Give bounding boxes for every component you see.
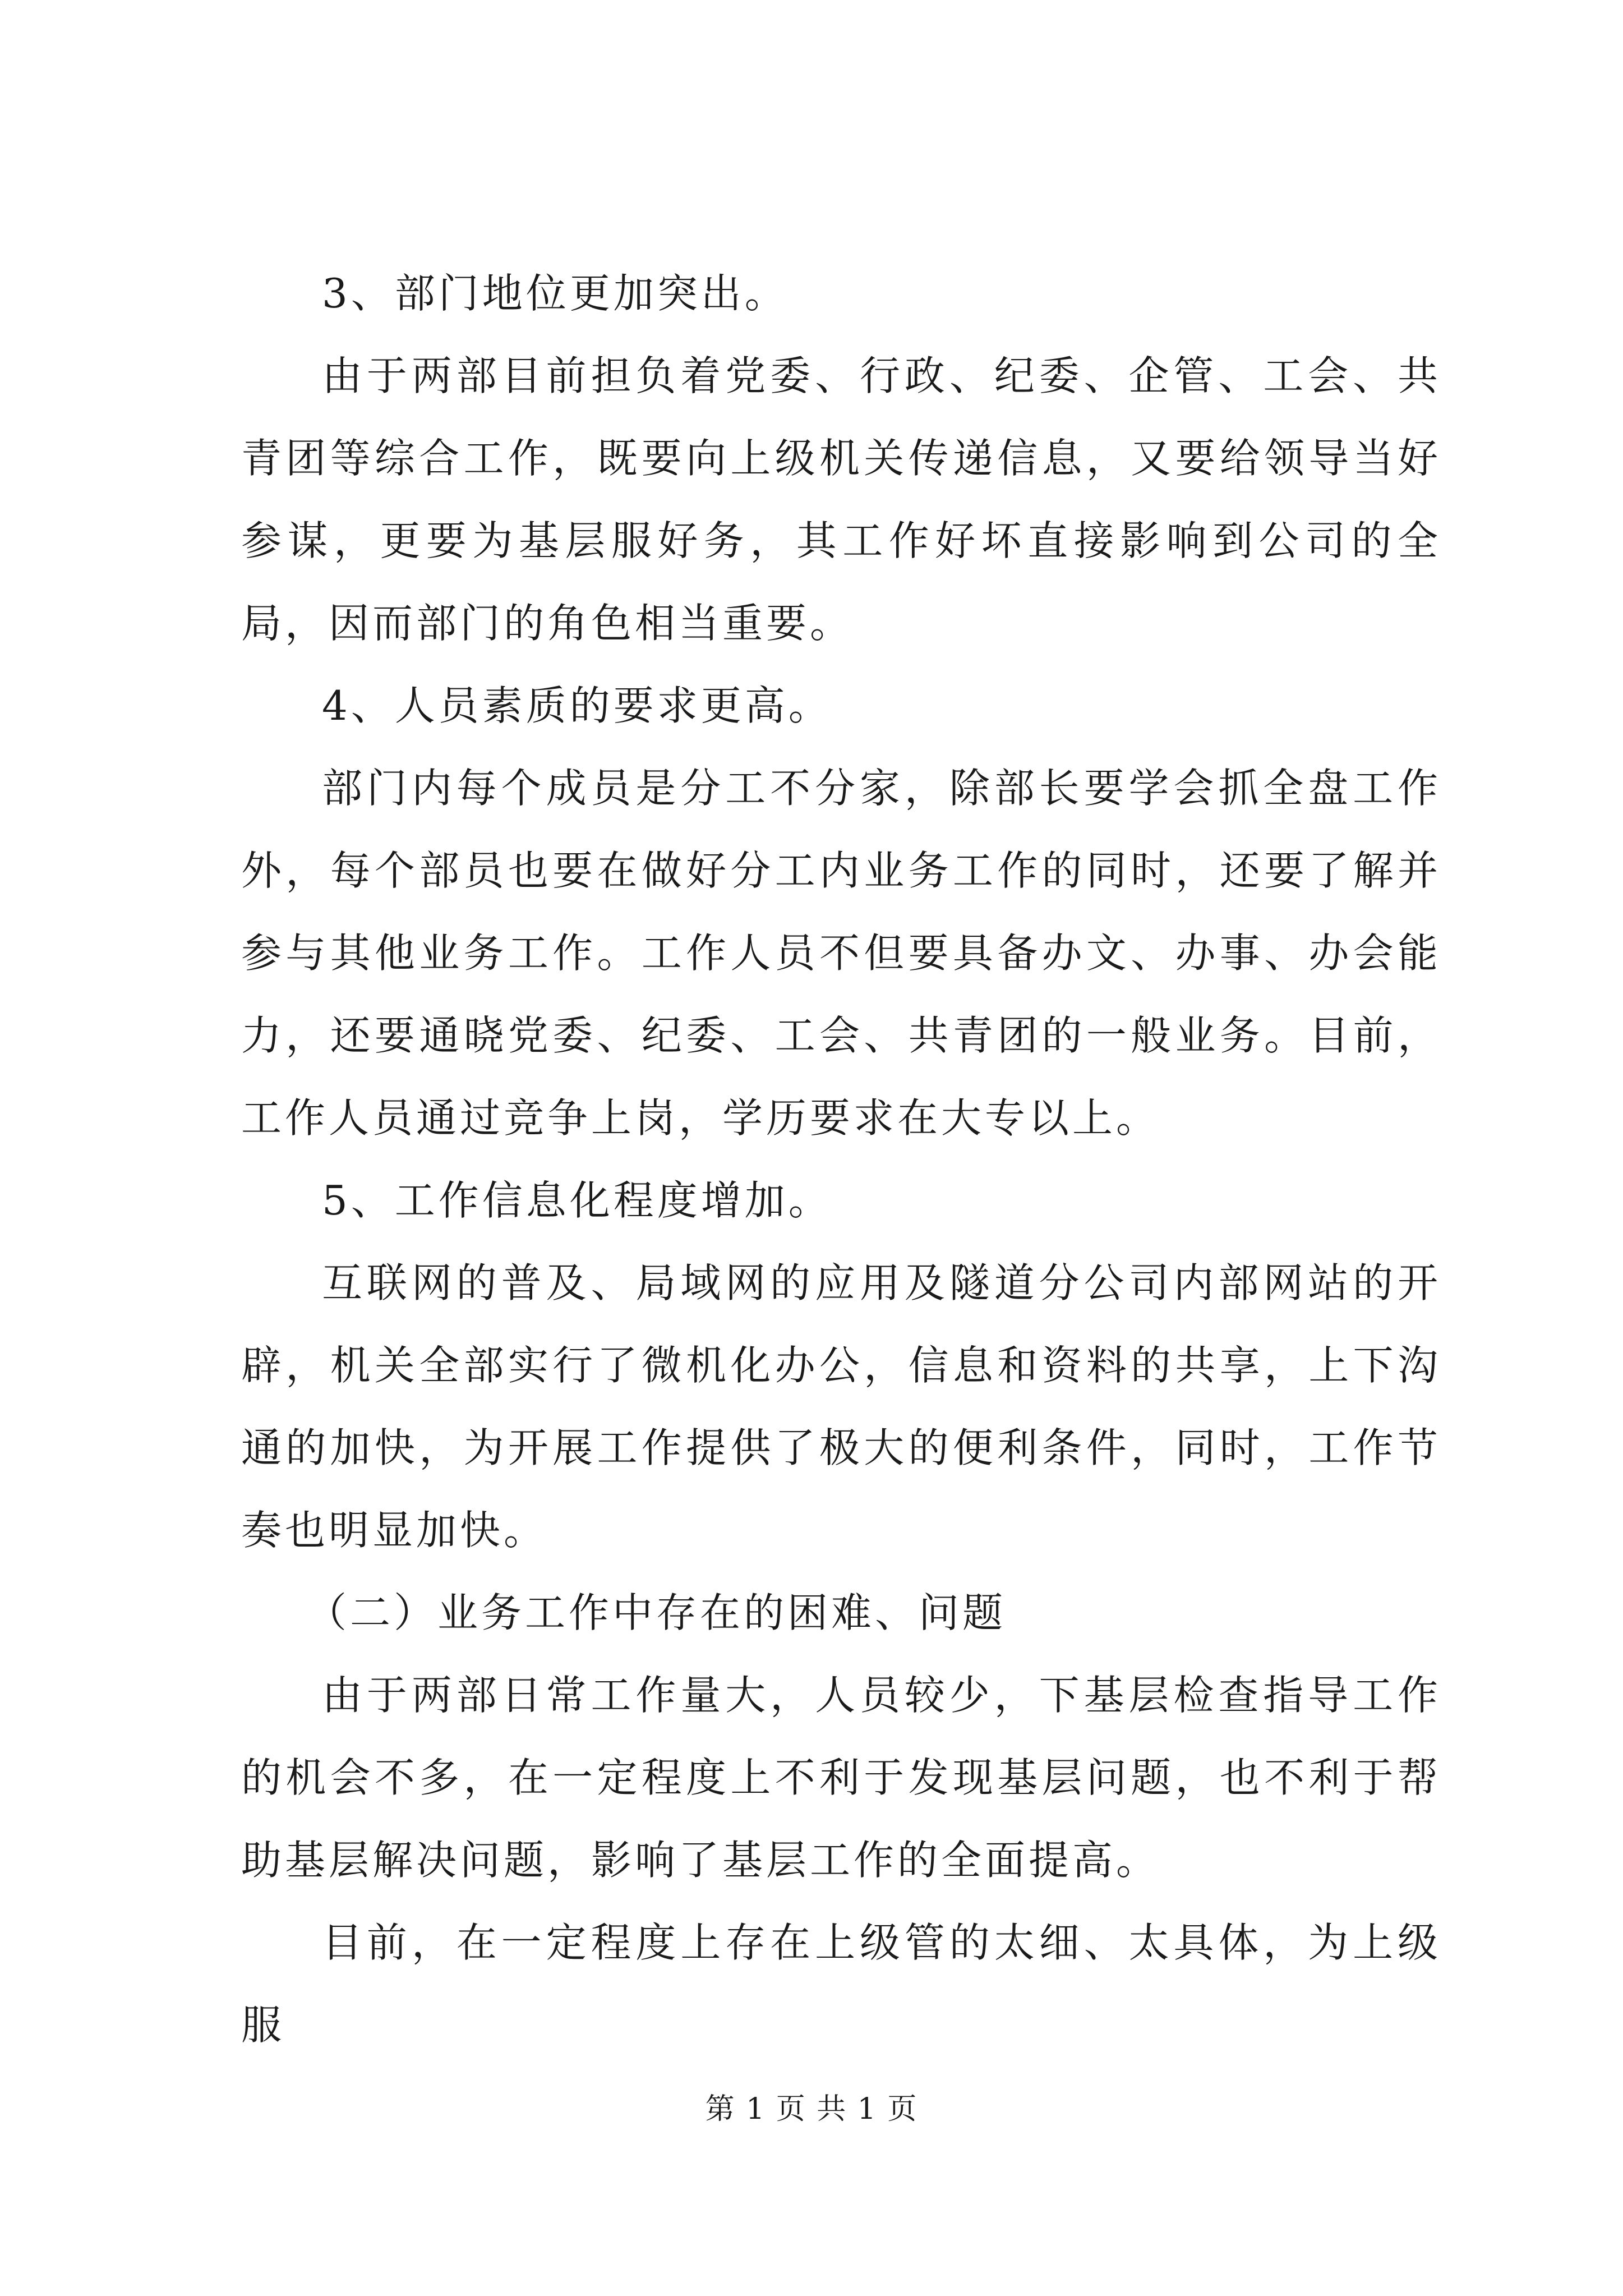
body-paragraph: 互联网的普及、局域网的应用及隧道分公司内部网站的开辟，机关全部实行了微机化办公，信息和资料的共享，上下沟通的加快，为开展工作提供了极大的便利条件，同时，工作节奏也明显加快。 [241, 1259, 1441, 1554]
body-paragraph: 由于两部目前担负着党委、行政、纪委、企管、工会、共青团等综合工作，既要向上级机关传递信息，又要给领导当好参谋，更要为基层服好务，其工作好坏直接影响到公司的全局，因而部门的角色相当重要。 [241, 352, 1441, 647]
subsection-heading: （二）业务工作中存在的困难、问题 [306, 1589, 1007, 1636]
body-paragraph: 部门内每个成员是分工不分家，除部长要学会抓全盘工作外，每个部员也要在做好分工内业务工作的同时，还要了解并参与其他业务工作。工作人员不但要具备办文、办事、办会能力，还要通晓党委、纪委、工会、共青团的一般业务。目前，工作人员通过竞争上岗，学历要求在大专以上。 [241, 765, 1441, 1142]
section-heading: 4、人员素质的要求更高。 [322, 682, 832, 729]
page-footer: 第 1 页 共 1 页 [705, 2092, 918, 2126]
section-heading: 3、部门地位更加突出。 [322, 270, 789, 317]
document-body [241, 252, 1441, 2067]
body-paragraph: 由于两部日常工作量大，人员较少，下基层检查指导工作的机会不多，在一定程度上不利于发现基层问题，也不利于帮助基层解决问题，影响了基层工作的全面提高。 [241, 1672, 1441, 1884]
body-paragraph: 目前，在一定程度上存在上级管的太细、太具体，为上级服 [241, 1919, 1441, 2049]
section-heading: 5、工作信息化程度增加。 [322, 1177, 832, 1224]
